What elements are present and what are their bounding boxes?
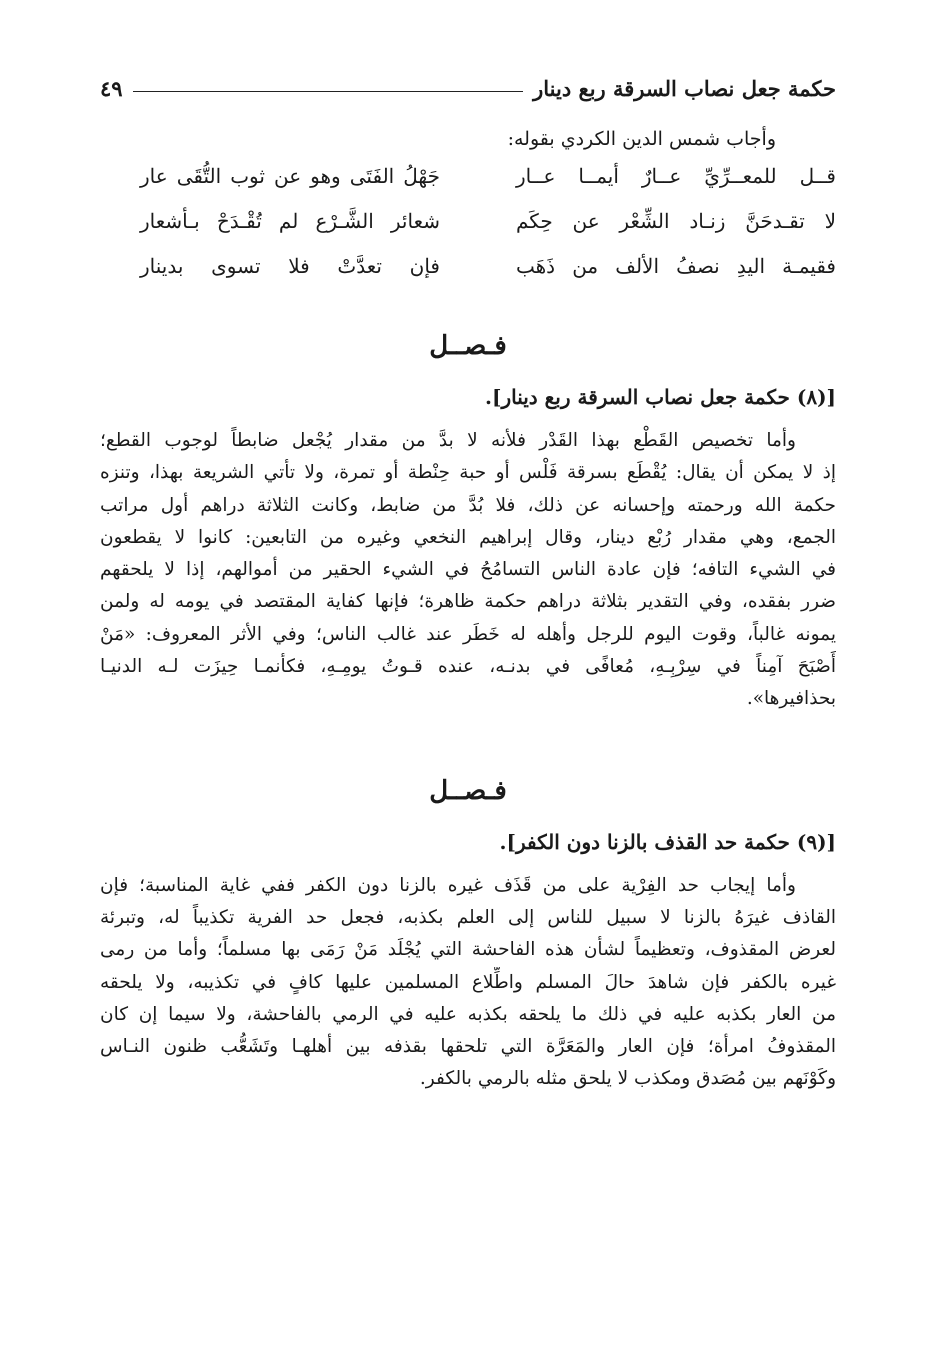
running-title: حكمة جعل نصاب السرقة ربع دينار xyxy=(533,75,836,101)
paragraph-line: في الشيء التافه؛ فإن عادة الناس التسامُحُ في الشيء الحقير من أموالهم، إذا لا يلحقهم xyxy=(100,559,836,581)
paragraph-line: بحذافيرها». xyxy=(746,688,836,710)
verse-first-hemistich: قــل للمعــرِّيِّ عــارٌ أيمــا عــار xyxy=(516,164,836,188)
paragraph-line: وأما تخصيص القَطْع بهذا القَدْر فلأنه لا بدَّ من مقدار يُجْعل ضابطاً لوجوب القطع؛ xyxy=(100,430,796,451)
verse-second-hemistich: فإن تعدَّتْ فلا تسوى بدينار xyxy=(140,254,440,278)
paragraph-line: وأما إيجاب حد الفِرْية على من قَذَف غيره بالزنا دون الكفر ففي غاية المناسبة؛ فإن xyxy=(100,874,796,896)
poem-verse xyxy=(100,164,836,209)
poem-verse xyxy=(100,209,836,254)
poem-verse xyxy=(100,254,836,299)
section-paragraph xyxy=(100,870,836,1096)
book-page xyxy=(100,70,836,1096)
verse-second-hemistich: جَهْلُ الفَتَى وهو عن ثوب التُّقَى عار xyxy=(140,164,440,188)
verse-second-hemistich: شعائر الشَّـرْع لم تُقْـدَحْ بـأشعار xyxy=(140,209,440,233)
paragraph-line: غيره بالكفر فإن شاهدَ حالَ المسلم واطِّلاع المسلمين عليها كافٍ في تكذيبه، ولا يلحقه xyxy=(100,971,836,993)
paragraph-line: الجمع، وهي مقدار رُبْع دينار، وقال إبراهيم النخعي وغيره من التابعين: كانوا لا يقطعون xyxy=(100,526,836,548)
paragraph-line: القاذف غيرَهُ بالزنا لا سبيل للناس إلى العلم بكذبه، فجعل حد الفرية تكذيباً له، وتبرئة xyxy=(100,906,836,928)
header-rule xyxy=(133,91,524,92)
paragraph-line: لعرض المقذوف، وتعظيماً لشأن هذه الفاحشة التي يُجْلَد مَنْ رَمَى بها مسلماً؛ وأما من رمى xyxy=(100,939,836,961)
page-number: ٤٩ xyxy=(100,75,123,101)
section-heading-fasl: فـصــل xyxy=(429,775,507,806)
section-title: [(٨) حكمة جعل نصاب السرقة ربع دينار]. xyxy=(485,385,836,409)
paragraph-line: من العار بكذبه عليه في ذلك ما يلحقه بكذبه عليه في الرمي بالفاحشة، ولا سيما إن كان xyxy=(100,1003,836,1025)
paragraph-line: وكَوْنَهم بين مُصَدق ومكذب لا يلحق مثله بالرمي بالكفر. xyxy=(419,1068,836,1090)
section-paragraph xyxy=(100,425,836,716)
paragraph-line: المقذوفُ امرأة؛ فإن العار والمَعَرَّة التي تلحقها بقذفه بين أهلهـا وتَشَعُّب ظنون النـاس xyxy=(100,1036,836,1058)
paragraph-line: ضرر بفقده، وفي التقدير بثلاثة دراهم حكمة ظاهرة؛ فإنها كفاية المقتصد في يومه له ولمن xyxy=(100,591,836,613)
section-title: [(٩) حكمة حد القذف بالزنا دون الكفر]. xyxy=(499,829,836,854)
paragraph-line: إذ لا يمكن أن يقال: يُقْطَع بسرقة فَلْس أو حبة حِنْطة أو تمرة، ولا تأتي الشريعة بهذا، وتنزه xyxy=(100,462,836,484)
poem-intro: وأجاب شمس الدين الكردي بقوله: xyxy=(507,128,776,150)
running-header xyxy=(100,70,836,106)
section-heading-fasl: فـصــل xyxy=(429,331,507,361)
verse-first-hemistich: لا تقـدحَنَّ زنـاد الشِّعْر عن حِكَم xyxy=(516,209,836,233)
paragraph-line: يمونه غالباً، وقوت اليوم للرجل وأهله له خَطَر عند غالب الناس؛ وفي الأثر المعروف: «مَنْ xyxy=(100,623,836,645)
poem xyxy=(100,164,836,299)
paragraph-line: حكمة الله ورحمته وإحسانه عن ذلك، فلا بُدَّ من ضابط، وكانت الثلاثة دراهم أول مراتب xyxy=(100,494,836,516)
paragraph-line: أَصْبَحَ آمِناً في سِرْبِـهِ، مُعافًى في بدنـه، عنده قـوتُ يومِـهِ، فكأنمـا حِيزَت لـه الدنيـا xyxy=(100,656,836,678)
verse-first-hemistich: فقيمـة اليدِ نصفُ الألف من ذَهَب xyxy=(516,254,836,278)
